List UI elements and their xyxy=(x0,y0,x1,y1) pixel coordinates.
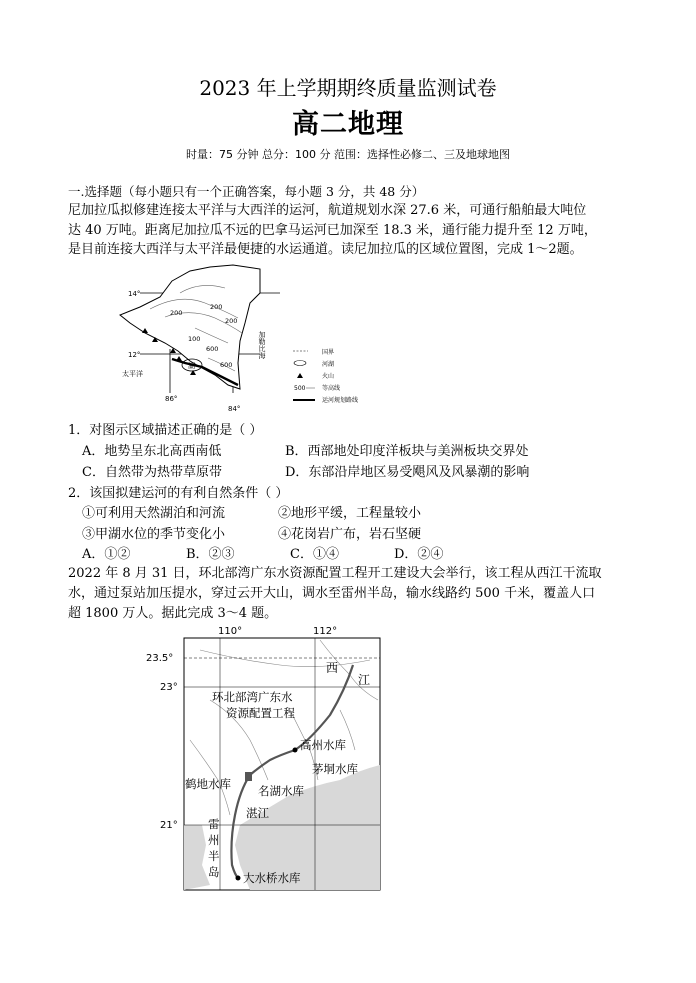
q2-statement-2: ②地形平缓，工程量较小 xyxy=(278,506,422,521)
heyang-reservoir-label: 鹤地水库 xyxy=(185,777,231,791)
pacific-label: 太平洋 xyxy=(122,370,143,378)
q2-option-a[interactable]: A．①② xyxy=(82,547,131,562)
lat-23-5-label: 23.5° xyxy=(146,653,174,664)
legend-volcano: 火山 xyxy=(322,373,335,380)
project-label: 资源配置工程 xyxy=(226,706,295,720)
contour-label: 100 xyxy=(188,335,201,343)
q1-stem: 1．对图示区域描述正确的是（ ） xyxy=(68,423,263,438)
contour-label: 200 xyxy=(225,317,238,325)
xi-label: 西 xyxy=(326,661,339,675)
q2-option-b[interactable]: B．②③ xyxy=(186,547,235,562)
section-heading: 一.选择题（每小题只有一个正确答案，每小题 3 分，共 48 分） xyxy=(68,184,425,199)
peninsula-label: 雷 xyxy=(208,817,220,831)
lon-84-label: 84° xyxy=(228,405,241,413)
exam-title: 2023 年上学期期终质量监测试卷 xyxy=(199,76,497,100)
legend-canal: 运河规划路线 xyxy=(322,397,359,404)
jiantong-reservoir-label: 茅垌水库 xyxy=(312,762,358,776)
nicaragua-map xyxy=(110,263,380,418)
lon-112-label: 112° xyxy=(313,626,338,637)
lake-label: 湖 xyxy=(188,362,195,370)
contour-label: 600 xyxy=(220,361,233,369)
minghu-reservoir-label: 名湖水库 xyxy=(258,784,304,798)
lon-110-label: 110° xyxy=(218,626,243,637)
dashuiqiao-reservoir-label: 大水桥水库 xyxy=(243,871,301,885)
q1-option-c[interactable]: C．自然带为热带草原带 xyxy=(82,465,222,480)
legend-contour-value: 500 xyxy=(294,385,306,392)
lat-14-label: 14° xyxy=(128,290,141,298)
q2-statement-1: ①可利用天然湖泊和河流 xyxy=(82,506,226,521)
map1-legend xyxy=(293,348,358,404)
passage1-line: 是目前连接大西洋与太平洋最便捷的水运通道。读尼加拉瓜的区域位置图，完成 1～2题。 xyxy=(68,242,583,257)
peninsula-label: 半 xyxy=(208,849,220,863)
water-project-map xyxy=(140,620,390,895)
zhanjiang-label: 湛江 xyxy=(246,806,269,820)
legend-border: 国界 xyxy=(322,349,335,356)
q1-option-a[interactable]: A．地势呈东北高西南低 xyxy=(82,444,222,459)
contour-label: 600 xyxy=(206,345,219,353)
lat-23-label: 23° xyxy=(160,682,178,693)
contour-label: 200 xyxy=(210,303,223,311)
exam-meta: 时量：75 分钟 总分：100 分 范围：选择性必修二、三及地球地图 xyxy=(186,148,510,161)
q2-statement-4: ④花岗岩广布，岩石坚硬 xyxy=(278,527,422,542)
peninsula-label: 州 xyxy=(208,833,220,847)
gaozhou-reservoir-label: 高州水库 xyxy=(300,738,346,752)
svg-text:加勒比海: 加勒比海 xyxy=(258,331,266,359)
lat-12-label: 12° xyxy=(128,351,141,359)
legend-river: 河湖 xyxy=(322,361,335,368)
subject-title: 高二地理 xyxy=(292,109,404,140)
jiang-label: 江 xyxy=(358,673,371,687)
passage1-line: 达 40 万吨。距离尼加拉瓜不远的巴拿马运河已加深至 18.3 米，通行能力提升至 12 万吨， xyxy=(68,223,597,238)
q2-statement-3: ③甲湖水位的季节变化小 xyxy=(82,527,226,542)
passage2-line: 超 1800 万人。据此完成 3～4 题。 xyxy=(68,606,278,621)
lon-86-label: 86° xyxy=(165,395,178,403)
q1-option-d[interactable]: D．东部沿岸地区易受飓风及风暴潮的影响 xyxy=(285,465,530,480)
lat-21-label: 21° xyxy=(160,820,178,831)
peninsula-label: 岛 xyxy=(208,865,220,879)
passage2-line: 水，通过泵站加压提水，穿过云开大山，调水至雷州半岛，输水线路约 500 千米，覆盖人口 xyxy=(68,586,596,601)
passage2-line: 2022 年 8 月 31 日，环北部湾广东水资源配置工程开工建设大会举行，该工程从西江干流取 xyxy=(68,566,602,581)
caribbean-label xyxy=(258,330,266,359)
q2-stem: 2．该国拟建运河的有利自然条件（ ） xyxy=(68,486,289,501)
legend-contour: 等高线 xyxy=(322,385,341,392)
q2-options xyxy=(82,545,498,565)
q1-option-b[interactable]: B．西部地处印度洋板块与美洲板块交界处 xyxy=(285,444,529,459)
passage1-line: 尼加拉瓜拟修建连接太平洋与大西洋的运河，航道规划水深 27.6 米，可通行船舶最大吨位 xyxy=(68,203,587,218)
q2-option-c[interactable]: C．①④ xyxy=(290,547,339,562)
q2-option-d[interactable]: D．②④ xyxy=(394,547,444,562)
contour-label: 200 xyxy=(170,309,183,317)
project-label: 环北部湾广东水 xyxy=(212,690,293,704)
